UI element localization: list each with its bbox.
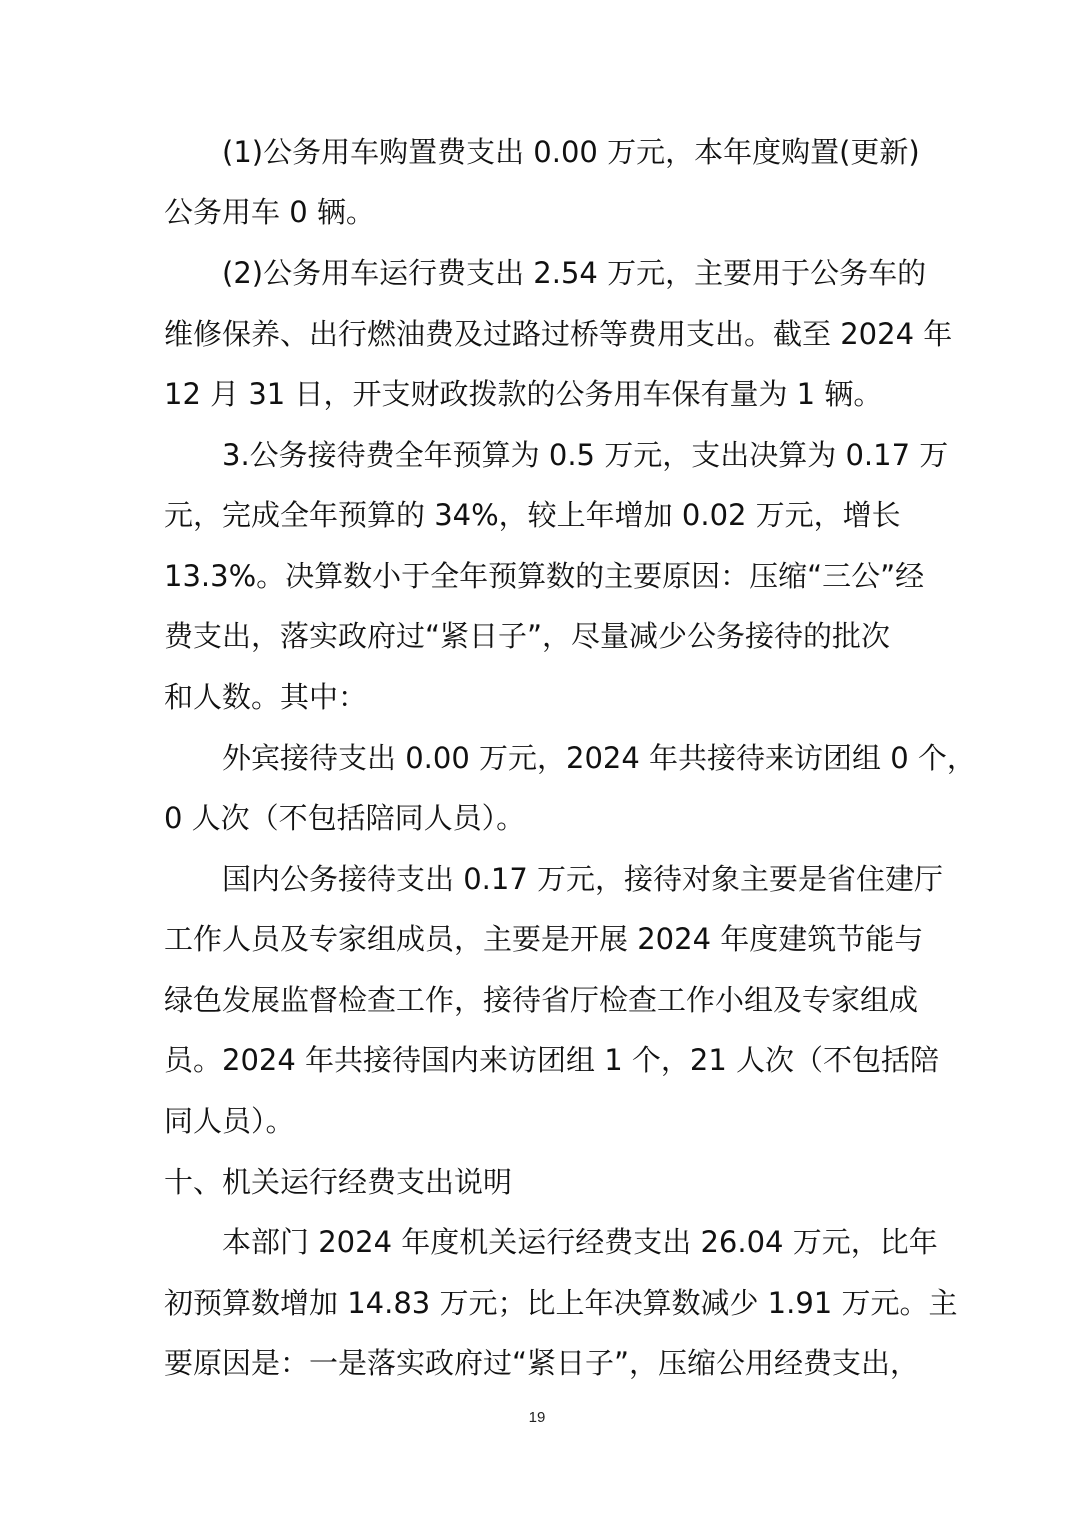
section-heading: 十、机关运行经费支出说明 bbox=[164, 1165, 513, 1199]
paragraph-line: 本部门 2024 年度机关运行经费支出 26.04 万元，比年 bbox=[222, 1225, 938, 1259]
paragraph-line: 绿色发展监督检查工作，接待省厅检查工作小组及专家组成 bbox=[164, 983, 919, 1017]
paragraph-line: 0 人次（不包括陪同人员）。 bbox=[164, 801, 526, 835]
paragraph-line: 和人数。其中： bbox=[164, 680, 368, 714]
page-number: 19 bbox=[528, 1409, 546, 1426]
paragraph-line: 12 月 31 日，开支财政拨款的公务用车保有量为 1 辆。 bbox=[164, 377, 883, 411]
paragraph-line: (2)公务用车运行费支出 2.54 万元，主要用于公务车的 bbox=[222, 256, 927, 290]
paragraph-line: 维修保养、出行燃油费及过路过桥等费用支出。截至 2024 年 bbox=[164, 317, 953, 351]
paragraph-line: 国内公务接待支出 0.17 万元，接待对象主要是省住建厅 bbox=[222, 862, 944, 896]
paragraph-line: 要原因是：一是落实政府过“紧日子”，压缩公用经费支出， bbox=[164, 1346, 920, 1380]
paragraph-line: 外宾接待支出 0.00 万元，2024 年共接待来访团组 0 个， bbox=[222, 741, 976, 775]
paragraph-line: 初预算数增加 14.83 万元；比上年决算数减少 1.91 万元。主 bbox=[164, 1286, 958, 1320]
paragraph-line: 13.3%。决算数小于全年预算数的主要原因：压缩“三公”经 bbox=[164, 559, 925, 593]
paragraph-line: (1)公务用车购置费支出 0.00 万元，本年度购置(更新) bbox=[222, 135, 920, 169]
paragraph-line: 同人员）。 bbox=[164, 1104, 295, 1138]
paragraph-line: 工作人员及专家组成员，主要是开展 2024 年度建筑节能与 bbox=[164, 922, 924, 956]
paragraph-line: 3.公务接待费全年预算为 0.5 万元，支出决算为 0.17 万 bbox=[222, 438, 949, 472]
paragraph-line: 公务用车 0 辆。 bbox=[164, 195, 375, 229]
paragraph-line: 费支出，落实政府过“紧日子”，尽量减少公务接待的批次 bbox=[164, 619, 891, 653]
paragraph-line: 元，完成全年预算的 34%，较上年增加 0.02 万元，增长 bbox=[164, 498, 901, 532]
paragraph-line: 员。2024 年共接待国内来访团组 1 个，21 人次（不包括陪 bbox=[164, 1043, 940, 1077]
